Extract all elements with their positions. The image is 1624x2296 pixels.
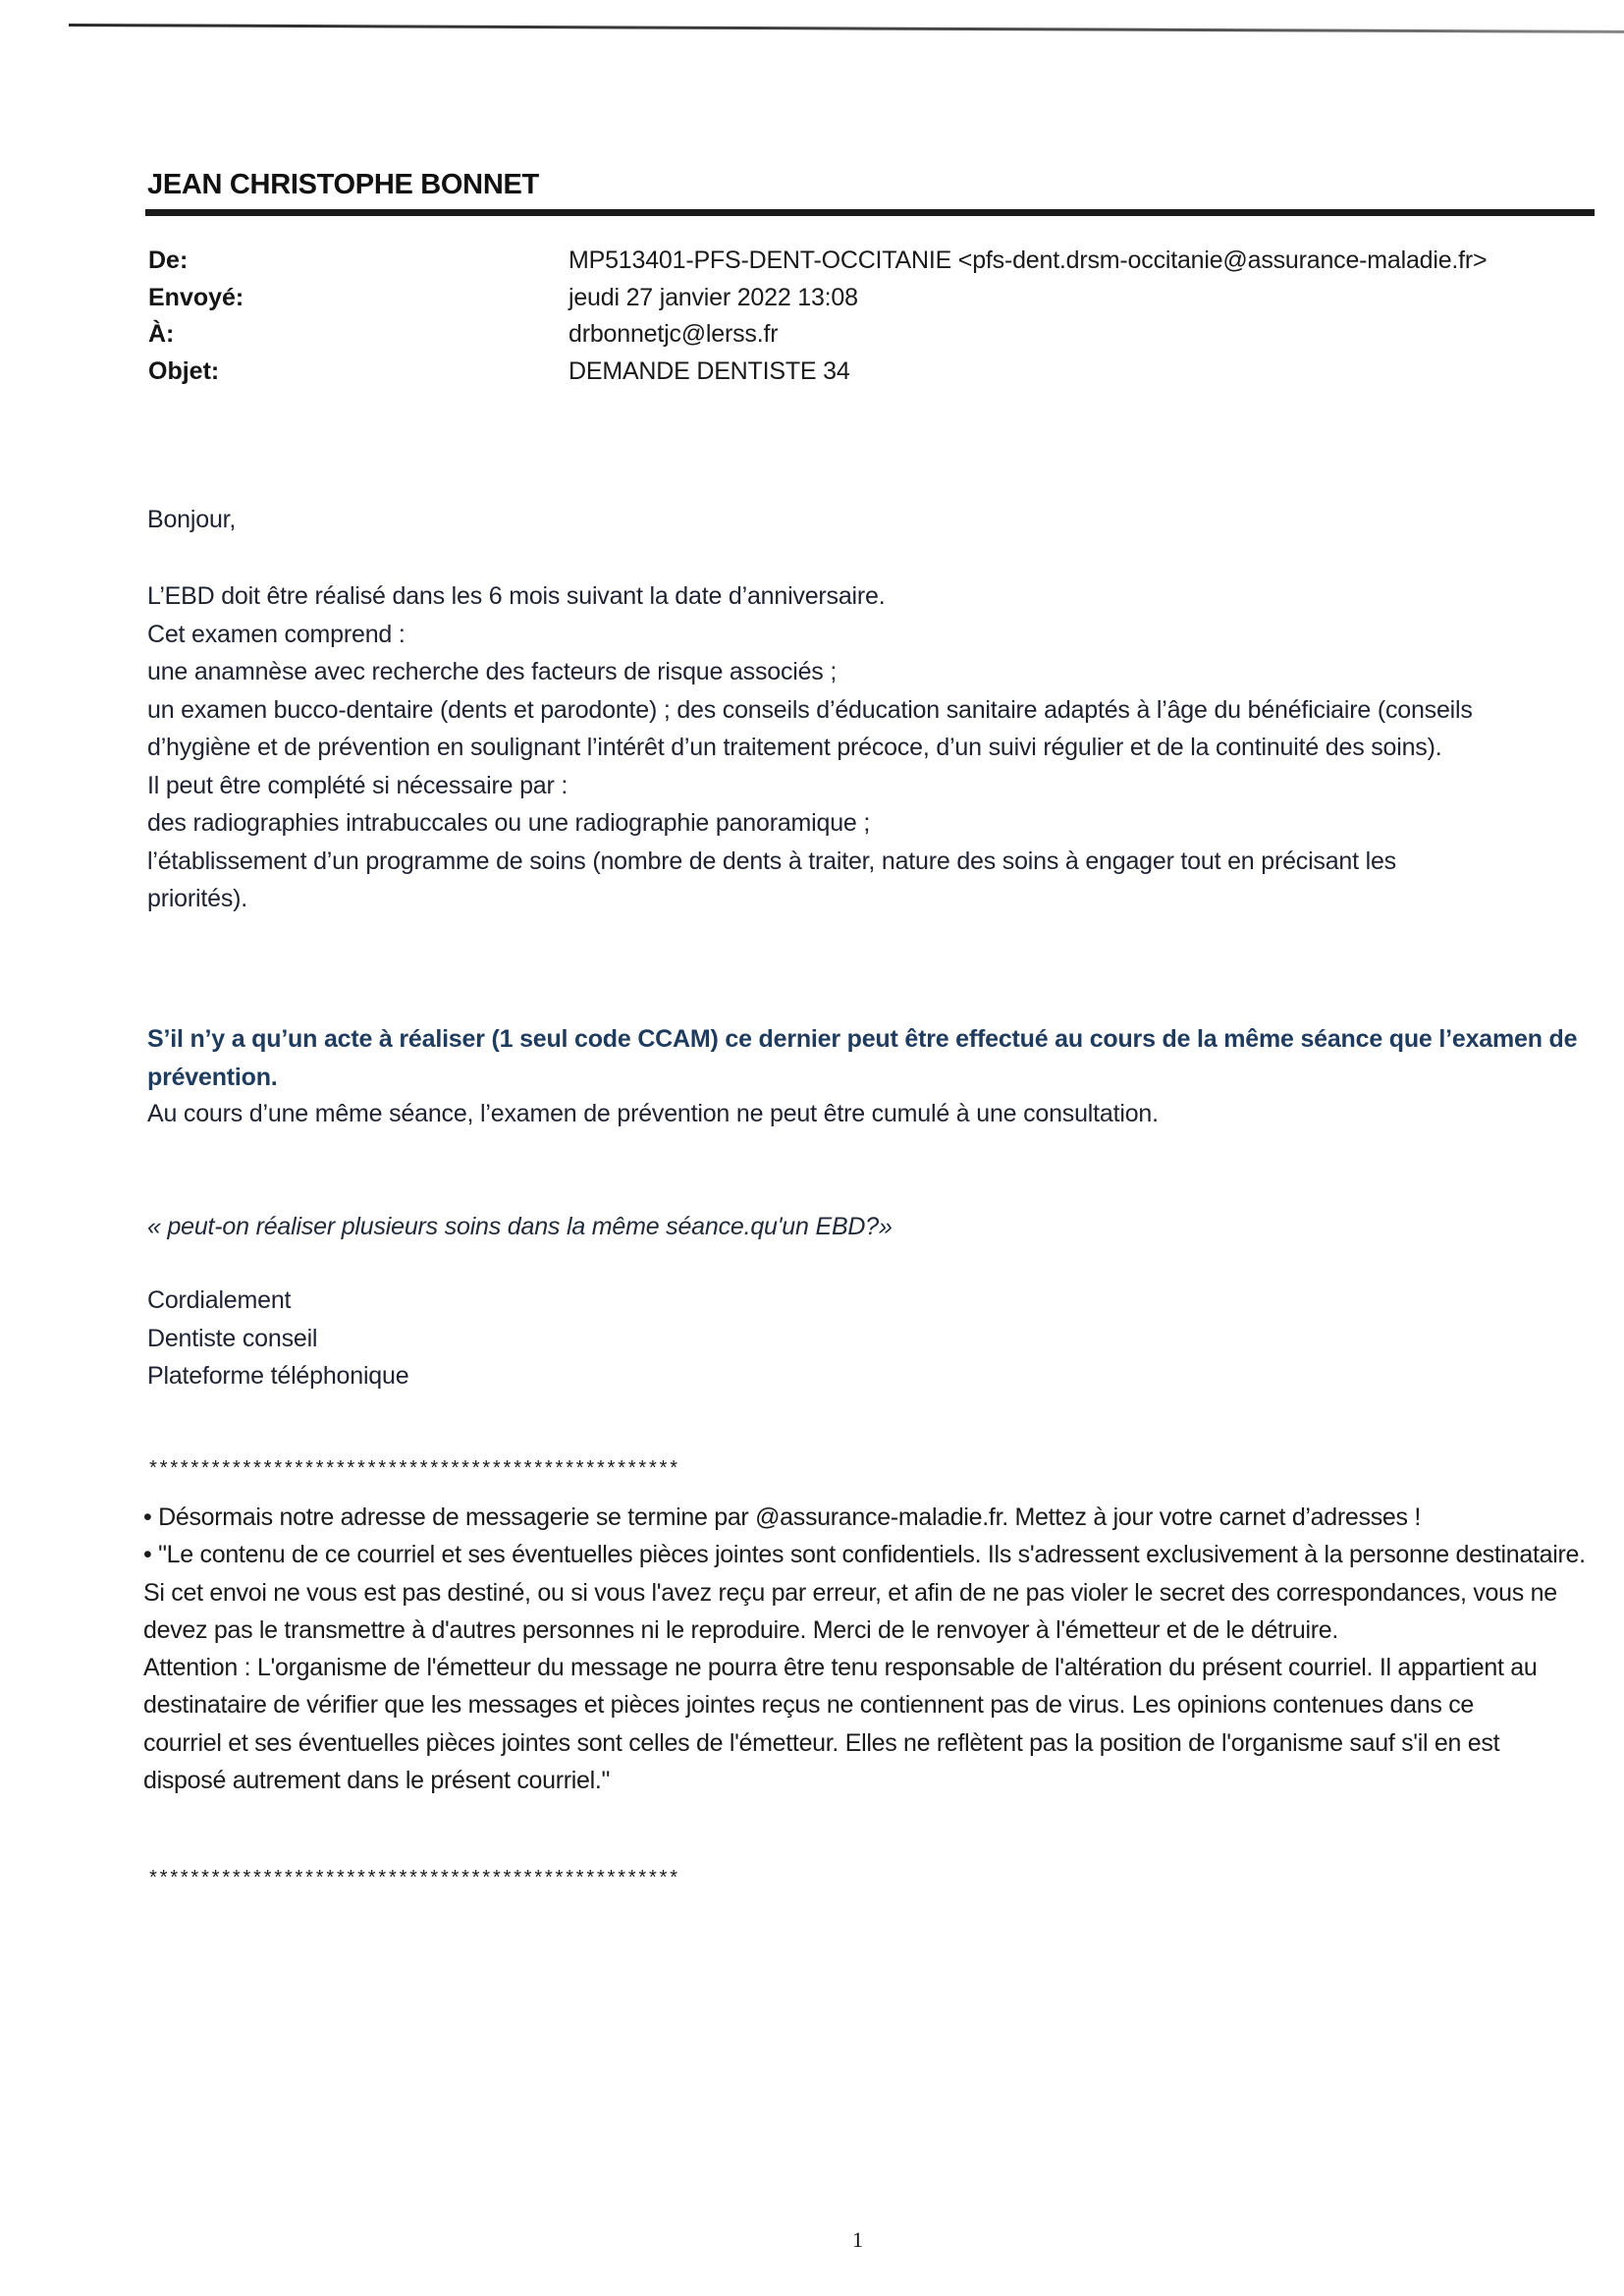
footer-attention: Attention : L'organisme de l'émetteur du message ne pourra être tenu responsable de l'altération du présent courriel. Il appartient au destinataire de vérifier que les messages et pièces jointes reçus ne contiennent pas de virus. Les opinions contenues dans ce courriel et ses éventuelles pièces jointes sont celles de l'émetteur. Elles ne reflètent pas la position de l'organisme sauf s'il en est disposé autrement dans le présent courriel." bbox=[143, 1654, 1538, 1795]
paragraph-line: Il peut être complété si nécessaire par : bbox=[147, 771, 568, 799]
signature-block bbox=[147, 1282, 1581, 1395]
heading-rule bbox=[145, 209, 1595, 216]
header-label: De: bbox=[148, 246, 189, 274]
signature-line: Plateforme téléphonique bbox=[147, 1362, 409, 1390]
paragraph-line: Cet examen comprend : bbox=[147, 620, 406, 648]
footer-bullet-address: • Désormais notre adresse de messagerie se termine par @assurance-maladie.fr. Mettez à jour votre carnet d’adresses ! bbox=[143, 1503, 1422, 1531]
consultation-note: Au cours d’une même séance, l’examen de prévention ne peut être cumulé à une consultation. bbox=[147, 1100, 1159, 1127]
header-value-from: MP513401-PFS-DENT-OCCITANIE <pfs-dent.drsm-occitanie@assurance-maladie.fr> bbox=[568, 246, 1488, 274]
paragraph-line: l’établissement d’un programme de soins (nombre de dents à traiter, nature des soins à engager tout en précisant les priorités). bbox=[147, 847, 1396, 912]
header-label: Objet: bbox=[148, 356, 220, 385]
paragraph-line: une anamnèse avec recherche des facteurs de risque associés ; bbox=[147, 658, 838, 685]
header-value-to: drbonnetjc@lerss.fr bbox=[568, 320, 779, 348]
header-label: Envoyé: bbox=[148, 283, 244, 311]
header-subject bbox=[148, 357, 1487, 395]
paragraph-line: des radiographies intrabuccales ou une radiographie panoramique ; bbox=[147, 809, 871, 837]
header-value-subject: DEMANDE DENTISTE 34 bbox=[568, 356, 850, 385]
legal-footer bbox=[143, 1499, 1597, 1799]
page-number: 1 bbox=[852, 2227, 863, 2252]
greeting: Bonjour, bbox=[147, 506, 237, 533]
header-label: À: bbox=[148, 320, 175, 348]
paragraph-line: L’EBD doit être réalisé dans les 6 mois suivant la date d’anniversaire. bbox=[147, 582, 886, 610]
signature-line: Dentiste conseil bbox=[147, 1324, 318, 1352]
header-sent bbox=[148, 284, 1487, 321]
paragraph-line: un examen bucco-dentaire (dents et parodonte) ; des conseils d’éducation sanitaire adaptés à l’âge du bénéficiaire (conseils d’hygiène et de prévention en soulignant l’intérêt d’un traitement précoce, d’un suivi régulier et de la continuité des soins). bbox=[147, 695, 1473, 761]
sender-name-heading: JEAN CHRISTOPHE BONNET bbox=[147, 169, 539, 200]
email-headers bbox=[148, 246, 1487, 394]
footer-bullet-confidential: • "Le contenu de ce courriel et ses éventuelles pièces jointes sont confidentiels. Ils s'adressent exclusivement à la personne destinataire. Si cet envoi ne vous est pas destiné, ou si vous l'avez reçu par erreur, et afin de ne pas violer le secret des correspondances, vous ne devez pas le transmettre à d'autres personnes ni le reproduire. Merci de le renvoyer à l'émetteur et de le détruire. bbox=[143, 1541, 1586, 1644]
header-value-sent: jeudi 27 janvier 2022 13:08 bbox=[568, 283, 858, 311]
exam-description bbox=[147, 577, 1581, 918]
signature-line: Cordialement bbox=[147, 1286, 292, 1314]
separator-bottom: *************************************************** bbox=[147, 1869, 678, 1891]
bold-notice: S’il n’y a qu’un acte à réaliser (1 seul code CCAM) ce dernier peut être effectué au cours de la même séance que l’examen de prévention. bbox=[147, 1025, 1578, 1091]
scan-border-line bbox=[69, 24, 1624, 33]
header-to bbox=[148, 320, 1487, 357]
separator-top: *************************************************** bbox=[147, 1459, 678, 1482]
header-from bbox=[148, 246, 1487, 284]
quoted-question: « peut-on réaliser plusieurs soins dans la même séance.qu'un EBD?» bbox=[147, 1213, 893, 1240]
